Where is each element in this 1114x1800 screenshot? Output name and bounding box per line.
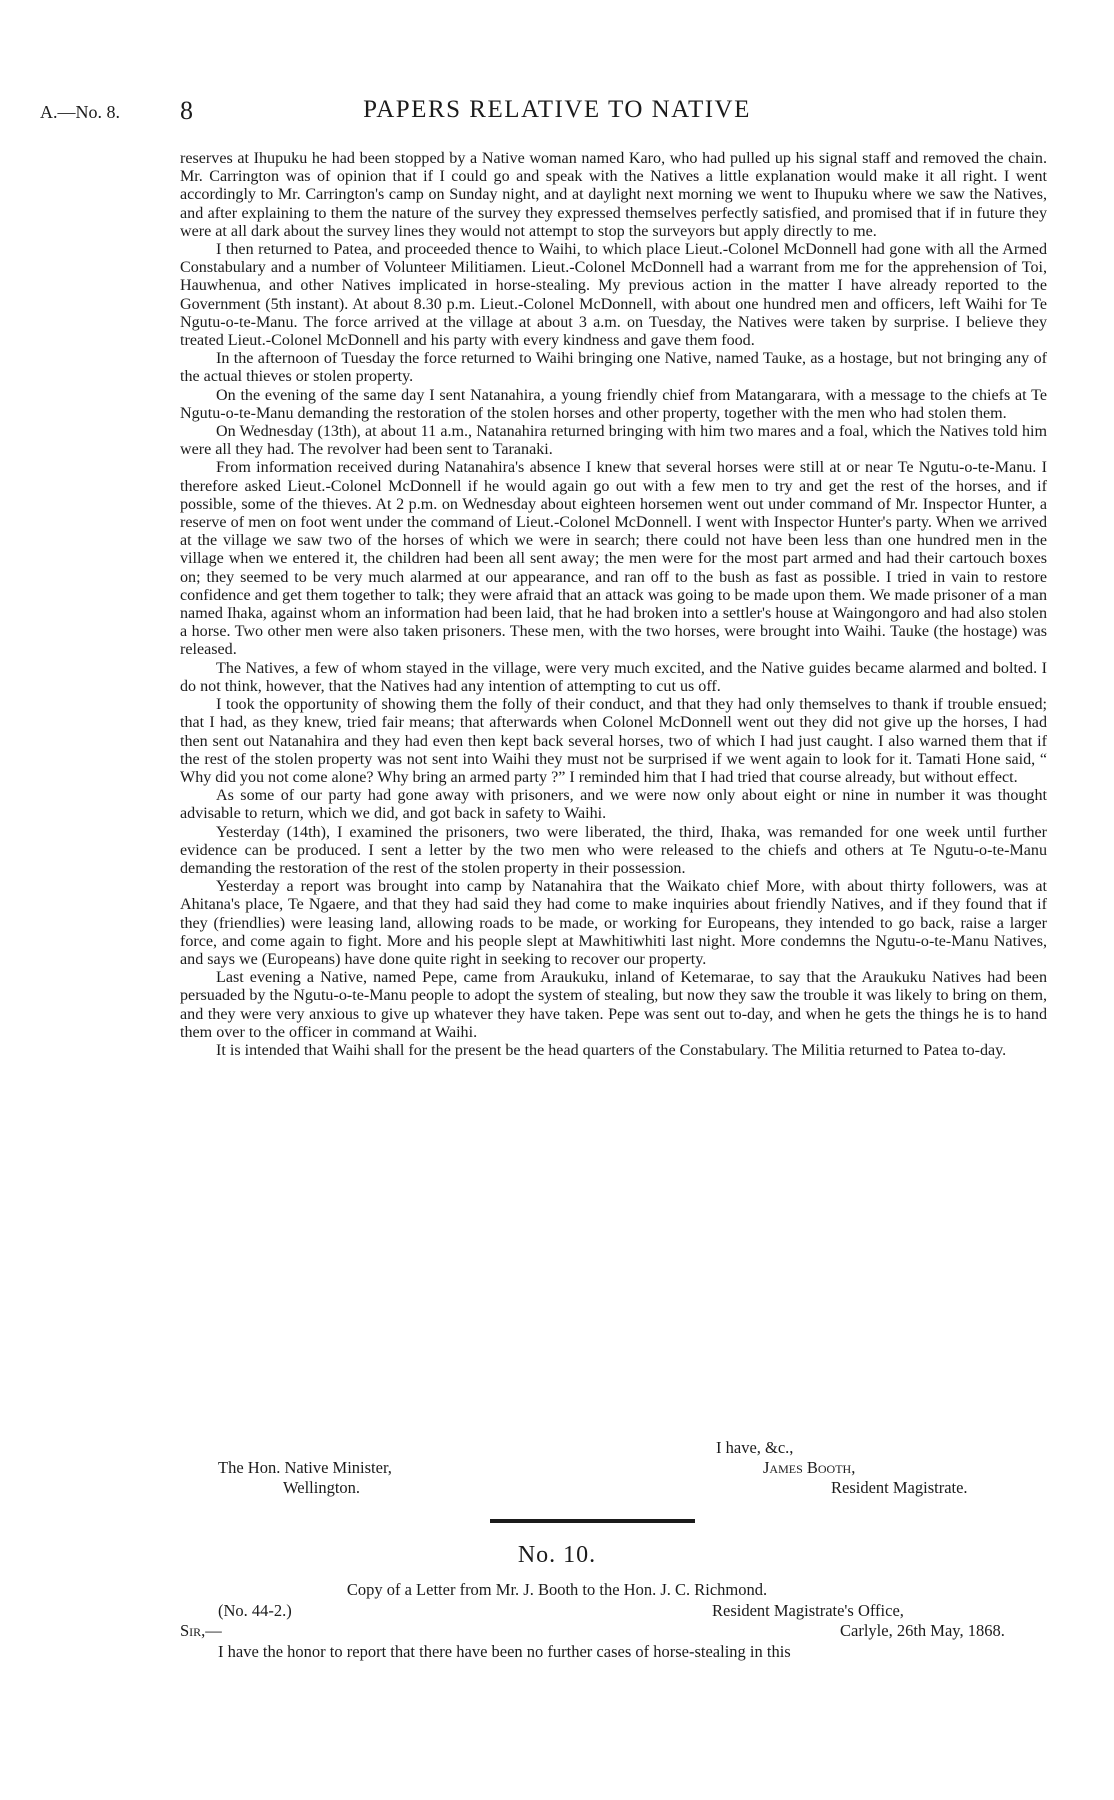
- paragraph: Yesterday a report was brought into camp by Natanahira that the Waikato chief More, with about thirty followers, was at Ahitana's place, Te Ngaere, and that they had said they had come to make inquiries about friendly Natives, and if they found that if they (friendlies) were leasing land, allowing roads to be made, or working for Europeans, they intended to go back, raise a larger force, and come again to fight. More and his people slept at Mawhitiwhiti last night. More condemns the Ngutu-o-te-Manu Natives, and says we (Europeans) have done quite right in seeking to recover our property.: [180, 878, 1047, 968]
- addressee: The Hon. Native Minister,: [218, 1458, 392, 1477]
- paragraph: From information received during Natanahira's absence I knew that several horses were still at or near Te Ngutu-o-te-Manu. I therefore asked Lieut.-Colonel McDonnell if he would again go out with a few men to try and get the rest of the horses, and if possible, some of the thieves. At 2 p.m. on Wednesday about eighteen horsemen went out under command of Mr. Inspector Hunter, a reserve of men on foot went under the command of Lieut.-Colonel McDonnell. I went with Inspector Hunter's party. When we arrived at the village we saw two of the horses of which we were in search; there could not have been less than one hundred men in the village when we entered it, the children had been all sent away; the men were for the most part armed and had their cartouch boxes on; they seemed to be very much alarmed at our appearance, and ran off to the bush as fast as possible. I tried in vain to restore confidence and get them together to talk; they were afraid that an attack was going to be made upon them. We made prisoner of a man named Ihaka, against whom an information had been laid, that he had broken into a settler's house at Waingongoro and had also stolen a horse. Two other men were also taken prisoners. These men, with the two horses, were brought into Waihi. Tauke (the hostage) was released.: [180, 459, 1047, 659]
- letter-number: No. 10.: [517, 1542, 597, 1568]
- paragraph: I took the opportunity of showing them the folly of their conduct, and that they had only themselves to thank if trouble ensued; that I had, as they knew, tried fair means; that afterwards when Colonel McDonnell went out they did not give up the horses, I had then sent out Natanahira and they had even then kept back several horses, two of which I had just caught. I also warned them that if the rest of the stolen property was not sent into Waihi they must not be surprised if we went again to look for it. Tamati Hone said, “ Why did you not come alone? Why bring an armed party ?” I reminded him that I had tried that course already, but without effect.: [180, 696, 1047, 786]
- section-divider: [490, 1519, 695, 1523]
- paragraph: I then returned to Patea, and proceeded thence to Waihi, to which place Lieut.-Colonel McDonnell had gone with all the Armed Constabulary and a number of Volunteer Militiamen. Lieut.-Colonel McDonnell had a warrant from me for the apprehension of Toi, Hauwhenua, and other Natives implicated in horse-stealing. My previous action in the matter I have already reported to the Government (5th instant). At about 8.30 p.m. Lieut.-Colonel McDonnell, with about one hundred men and officers, left Waihi for Te Ngutu-o-te-Manu. The force arrived at the village at about 3 a.m. on Tuesday, the Natives were taken by surprise. I believe they treated Lieut.-Colonel McDonnell and his party with every kindness and gave them food.: [180, 241, 1047, 350]
- closing: I have, &c.,: [716, 1438, 794, 1457]
- paragraph: In the afternoon of Tuesday the force returned to Waihi bringing one Native, named Tauke, as a hostage, but not bringing any of the actual thieves or stolen property.: [180, 350, 1047, 386]
- letter-reference: (No. 44-2.): [218, 1601, 292, 1620]
- paragraph: As some of our party had gone away with prisoners, and we were now only about eight or nine in number it was thought advisable to return, which we did, and got back in safety to Waihi.: [180, 787, 1047, 823]
- paragraph: Yesterday (14th), I examined the prisoners, two were liberated, the third, Ihaka, was remanded for one week until further evidence can be produced. I sent a letter by the two men who were released to the chiefs and others at Te Ngutu-o-te-Manu demanding the restoration of the rest of the stolen property in their possession.: [180, 823, 1047, 877]
- place-date: Carlyle, 26th May, 1868.: [840, 1621, 1005, 1640]
- running-title: PAPERS RELATIVE TO NATIVE: [363, 96, 751, 123]
- salutation: Sir,—: [180, 1621, 222, 1640]
- paragraph: It is intended that Waihi shall for the present be the head quarters of the Constabulary. The Militia returned to Patea to-day.: [216, 1041, 1007, 1059]
- addressee-place: Wellington.: [283, 1478, 361, 1497]
- signatory-name: James Booth,: [763, 1458, 856, 1477]
- paragraph: The Natives, a few of whom stayed in the village, were very much excited, and the Native guides became alarmed and bolted. I do not think, however, that the Natives had any intention of attempting to cut us off.: [180, 659, 1047, 695]
- paragraph: On Wednesday (13th), at about 11 a.m., Natanahira returned bringing with him two mares and a foal, which the Natives told him were all they had. The revolver had been sent to Taranaki.: [180, 423, 1047, 459]
- opening-line: I have the honor to report that there have been no further cases of horse-stealing in this: [218, 1642, 791, 1661]
- page-header: [40, 96, 1074, 132]
- letter-heading: Copy of a Letter from Mr. J. Booth to the Hon. J. C. Richmond.: [346, 1580, 768, 1599]
- page-number: 8: [180, 96, 193, 125]
- signatory-role: Resident Magistrate.: [831, 1478, 968, 1497]
- paragraph: On the evening of the same day I sent Natanahira, a young friendly chief from Matangarara, with a message to the chiefs at Te Ngutu-o-te-Manu demanding the restoration of the stolen horses and other property, together with the men who had stolen them.: [180, 386, 1047, 422]
- document-code: A.—No. 8.: [40, 102, 120, 122]
- office-line: Resident Magistrate's Office,: [712, 1601, 904, 1620]
- paragraph: reserves at Ihupuku he had been stopped by a Native woman named Karo, who had pulled up his signal staff and removed the chain. Mr. Carrington was of opinion that if I could go and speak with the Natives a little explanation would make it all right. I went accordingly to Mr. Carrington's camp on Sunday night, and at daylight next morning we went to Ihupuku where we saw the Natives, and after explaining to them the nature of the survey they expressed themselves perfectly satisfied, and promised that if in future they were at all dark about the survey lines they would not attempt to stop the surveyors but apply directly to me.: [180, 150, 1047, 240]
- paragraph: Last evening a Native, named Pepe, came from Araukuku, inland of Ketemarae, to say that the Araukuku Natives had been persuaded by the Ngutu-o-te-Manu people to adopt the system of stealing, but now they saw the trouble it was likely to bring on them, and they were very anxious to give up whatever they have taken. Pepe was sent out to-day, and when he gets the things he is to hand them over to the officer in command at Waihi.: [180, 969, 1047, 1041]
- letter-body: [180, 150, 1047, 1060]
